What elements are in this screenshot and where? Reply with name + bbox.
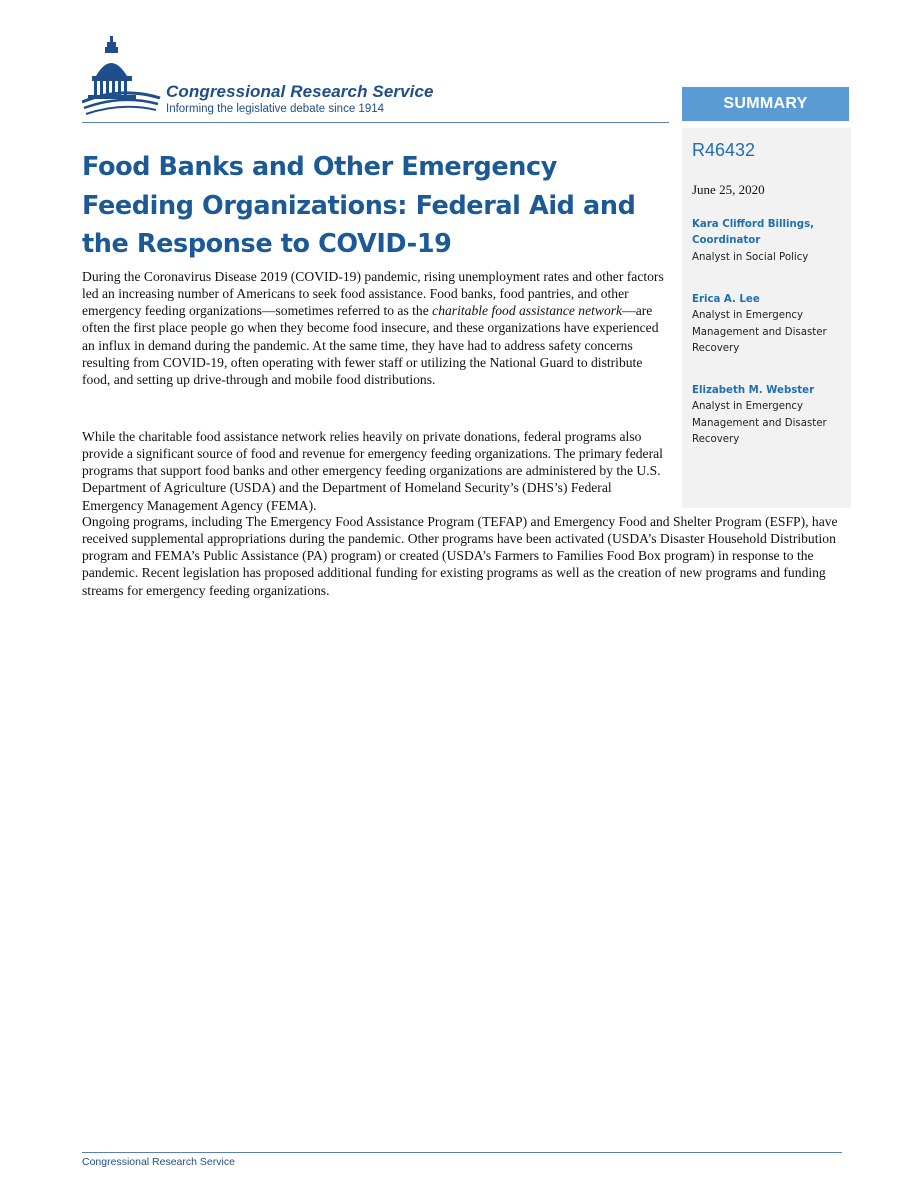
footer-text: Congressional Research Service bbox=[82, 1156, 235, 1168]
footer-divider bbox=[82, 1152, 842, 1153]
author-name: Elizabeth M. Webster bbox=[692, 385, 815, 396]
paragraph-text: —are often the first place people go when they become food insecure, and these organizations have experienced an influx in demand during the pandemic. At the same time, they have had to address safety concerns resulting from COVID-19, often operating with fewer staff or utilizing the National Guard to distribute food, and setting up drive-through and mobile food distributions. bbox=[82, 303, 659, 387]
summary-label: SUMMARY bbox=[682, 87, 849, 121]
author-role: Analyst in Emergency Management and Disaster Recovery bbox=[692, 401, 827, 446]
emphasized-term: charitable food assistance network bbox=[432, 303, 623, 319]
author-role: Analyst in Social Policy bbox=[692, 251, 809, 263]
org-name: Congressional Research Service bbox=[166, 82, 434, 101]
author-name: Erica A. Lee bbox=[692, 294, 760, 305]
header-divider bbox=[82, 122, 669, 123]
author-1 bbox=[692, 217, 844, 266]
summary-paragraph-1 bbox=[82, 268, 672, 388]
author-2 bbox=[692, 292, 844, 358]
org-tagline: Informing the legislative debate since 1914 bbox=[166, 103, 385, 115]
author-name: Kara Clifford Billings, Coordinator bbox=[692, 219, 815, 247]
author-3 bbox=[692, 383, 844, 449]
paragraph-text: During the Coronavirus Disease 2019 (COVID-19) pandemic, rising unemployment rates and other factors led an increasing number of Americans to seek food assistance. Food banks, food pantries, and other emergency feeding organizations—sometimes referred to as the bbox=[82, 269, 664, 319]
report-title: Food Banks and Other Emergency Feeding Organizations: Federal Aid and the Response to COVID-19 bbox=[82, 152, 636, 259]
author-role: Analyst in Emergency Management and Disaster Recovery bbox=[692, 310, 827, 355]
summary-paragraph-3: Ongoing programs, including The Emergency Food Assistance Program (TEFAP) and Emergency Food and Shelter Program (ESFP), have received supplemental appropriations during the pandemic. Other programs have been activated (USDA’s Disaster Household Distribution program and FEMA’s Public Assistance (PA) program) or created (USDA’s Farmers to Families Food Box program) in response to the pandemic. Recent legislation has proposed additional funding for existing programs as well as the creation of new programs and funding streams for emergency feeding organizations. bbox=[82, 514, 838, 598]
summary-paragraph-2: While the charitable food assistance network relies heavily on private donations, federal programs also provide a significant source of food and revenue for emergency feeding organizations. The primary federal programs that support food banks and other emergency feeding organizations are administered by the U.S. Department of Agriculture (USDA) and the Department of Homeland Security’s (DHS’s) Federal Emergency Management Agency (FEMA). bbox=[82, 429, 663, 513]
report-date: June 25, 2020 bbox=[692, 182, 765, 197]
report-number: R46432 bbox=[692, 140, 756, 160]
